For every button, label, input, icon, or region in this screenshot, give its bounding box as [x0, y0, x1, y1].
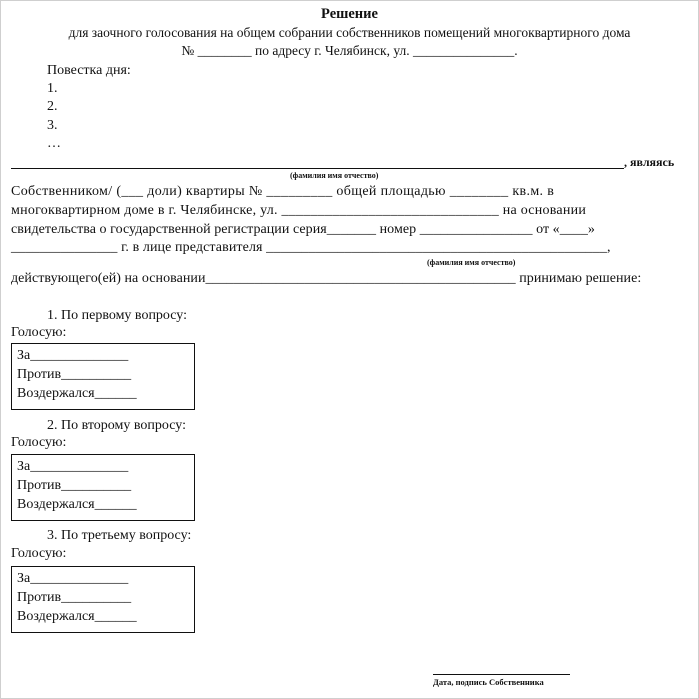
- vote-option-against: Против__________: [17, 367, 132, 382]
- owner-name-caption: (фамилия имя отчество): [290, 171, 379, 180]
- vote-label: Голосую:: [11, 546, 67, 561]
- vote-option-for: За______________: [17, 348, 129, 363]
- agenda-item: 3.: [47, 118, 58, 133]
- document-title: Решение: [321, 6, 378, 22]
- owner-line-4: _______________ г. в лице представителя ________________________________________________,: [11, 240, 611, 255]
- agenda-item: 2.: [47, 99, 58, 114]
- owner-line-2: многоквартирном доме в г. Челябинске, ул. ______________________________ на основании: [11, 203, 587, 218]
- vote-option-abstain: Воздержался______: [17, 386, 137, 401]
- being-text: , являясь: [624, 155, 675, 169]
- vote-box: [11, 454, 195, 521]
- question-title: 1. По первому вопросу:: [47, 308, 188, 323]
- vote-option-against: Против__________: [17, 590, 132, 605]
- header-line-1: для заочного голосования на общем собрании собственников помещений многоквартирного дома: [68, 25, 631, 40]
- vote-option-abstain: Воздержался______: [17, 497, 137, 512]
- owner-name-line: [11, 168, 624, 169]
- vote-label: Голосую:: [11, 325, 67, 340]
- representative-caption: (фамилия имя отчество): [427, 258, 516, 267]
- agenda-item: …: [47, 136, 61, 151]
- owner-line-5: действующего(ей) на основании____________________________________________ принимаю решение:: [11, 271, 642, 286]
- vote-option-abstain: Воздержался______: [17, 609, 137, 624]
- agenda-item: 1.: [47, 81, 58, 96]
- signature-line: [433, 674, 570, 675]
- question-title: 2. По второму вопросу:: [47, 418, 186, 433]
- vote-label: Голосую:: [11, 435, 67, 450]
- question-title: 3. По третьему вопросу:: [47, 528, 192, 543]
- owner-line-3: свидетельства о государственной регистрации серия_______ номер ________________ от «____»: [11, 222, 595, 237]
- signature-caption: Дата, подпись Собственника: [433, 677, 544, 687]
- vote-option-for: За______________: [17, 459, 129, 474]
- header-line-2: № ________ по адресу г. Челябинск, ул. _______________.: [181, 43, 518, 58]
- vote-box: [11, 566, 195, 633]
- owner-line-1: Собственником/ (___ доли) квартиры № _________ общей площадью ________ кв.м. в: [11, 184, 555, 199]
- vote-box: [11, 343, 195, 410]
- agenda-label: Повестка дня:: [47, 63, 131, 78]
- vote-option-for: За______________: [17, 571, 129, 586]
- vote-option-against: Против__________: [17, 478, 132, 493]
